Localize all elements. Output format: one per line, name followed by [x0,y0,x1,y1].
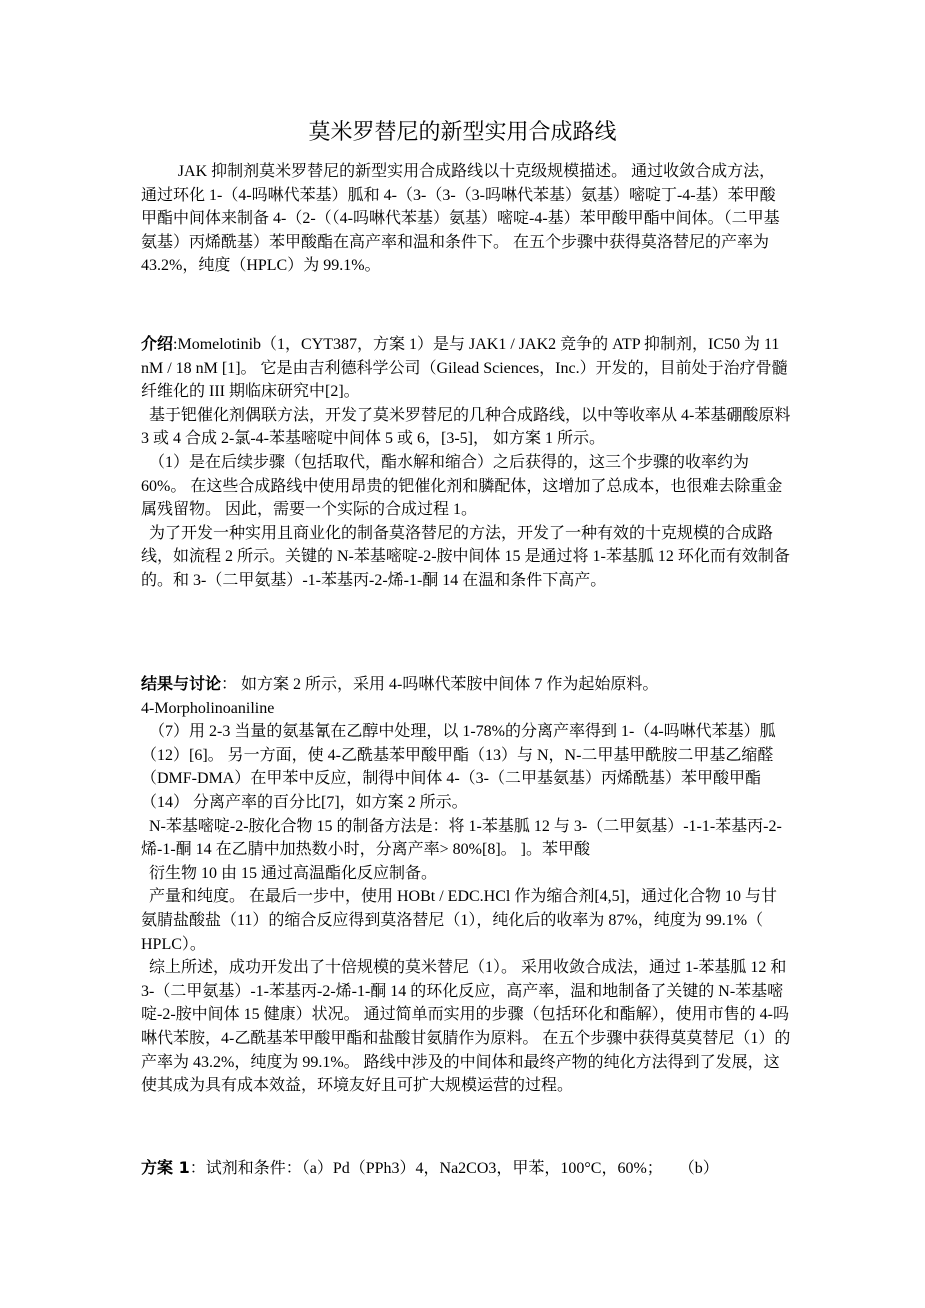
results-paragraph-4: 产量和纯度。 在最后一步中，使用 HOBt / EDC.HCl 作为缩合剂[4,5]，通过化合物 10 与甘氨腈盐酸盐（11）的缩合反应得到莫洛替尼（1），纯化后的收率为 87%，纯度为 99.1%（ HPLC）。 [141,888,778,953]
abstract-paragraph: JAK 抑制剂莫米罗替尼的新型实用合成路线以十克级规模描述。 通过收敛合成方法，通过环化 1-（4-吗啉代苯基）胍和 4-（3-（3-（3-吗啉代苯基）氨基）嘧啶丁-4-基）苯甲酸甲酯中间体来制备 4-（2-（（4-吗啉代苯基）氨基）嘧啶-4-基）苯甲酸甲酯中间体。（二甲基氨基）丙烯酰基）苯甲酸酯在高产率和温和条件下。 在五个步骤中获得莫洛替尼的产率为 43.2%，纯度（HPLC）为 99.1%。 [141,163,780,275]
results-paragraph-3b: 衍生物 10 由 15 通过高温酯化反应制备。 [149,864,438,882]
scheme-caption [141,1156,791,1181]
intro-paragraph-1 [141,332,791,404]
intro-paragraph-4: 为了开发一种实用且商业化的制备莫洛替尼的方法，开发了一种有效的十克规模的合成路线，如流程 2 所示。关键的 N-苯基嘧啶-2-胺中间体 15 是通过将 1-苯基胍 12 环化而有效制备的。和 3-（二甲氨基）-1-苯基丙-2-烯-1-酮 14 在温和条件下高产。 [141,524,790,589]
introduction-section [141,332,791,593]
results-text-1: ： 如方案 2 所示，采用 4-吗啉代苯胺中间体 7 作为起始原料。 [221,676,659,693]
abstract-section [141,160,791,278]
intro-label: 介绍 [141,334,174,353]
results-paragraph-3: N-苯基嘧啶-2-胺化合物 15 的制备方法是：将 1-苯基胍 12 与 3-（二甲氨基）-1-1-苯基丙-2-烯-1-酮 14 在乙腈中加热数小时，分离产率> 80%[8]。 ]。苯甲酸 [141,817,782,859]
results-compound-name: 4-Morpholinoaniline [141,699,275,717]
results-label: 结果与讨论 [141,674,222,693]
scheme-text: ：试剂和条件：（a）Pd（PPh3）4，Na2CO3，甲苯，100°C，60%； （b） [189,1160,719,1177]
results-section [141,672,791,1098]
scheme-caption-text [141,1156,791,1181]
intro-text-1: :Momelotinib（1，CYT387，方案 1）是与 JAK1 / JAK2 竞争的 ATP 抑制剂，IC50 为 11 nM / 18 nM [1]。 它是由吉利德科学公司（Gilead Sciences，Inc.）开发的，目前处于治疗骨髓纤维化的 III 期临床研究中[2]。 [141,336,788,401]
document-title: 莫米罗替尼的新型实用合成路线 [308,120,617,145]
intro-paragraph-2: 基于钯催化剂偶联方法，开发了莫米罗替尼的几种合成路线，以中等收率从 4-苯基硼酸原料 3 或 4 合成 2-氯-4-苯基嘧啶中间体 5 或 6，[3-5]， 如方案 1 所示。 [141,406,791,448]
intro-paragraph-3: （1）是在后续步骤（包括取代，酯水解和缩合）之后获得的，这三个步骤的收率约为 60%。 在这些合成路线中使用昂贵的钯催化剂和膦配体，这增加了总成本，也很难去除重金属残留物。 因此，需要一个实际的合成过程 1。 [141,453,783,519]
results-paragraph-1 [141,672,791,697]
results-paragraph-5: 综上所述，成功开发出了十倍规模的莫米替尼（1）。 采用收敛合成法，通过 1-苯基胍 12 和 3-（二甲氨基）-1-苯基丙-2-烯-1-酮 14 的环化反应，高产率，温和地制备了关键的 N-苯基嘧啶-2-胺中间体 15 健康）状况。 通过简单而实用的步骤（包括环化和酯解），使用市售的 4-吗啉代苯胺，4-乙酰基苯甲酸甲酯和盐酸甘氨腈作为原料。 在五个步骤中获得莫莫替尼（1）的产率为 43.2%，纯度为 99.1%。 路线中涉及的中间体和最终产物的纯化方法得到了发展，这使其成为具有成本效益，环境友好且可扩大规模运营的过程。 [141,959,791,1095]
scheme-label: 方案 1 [141,1158,190,1177]
results-paragraph-2: （7）用 2-3 当量的氨基氰在乙醇中处理，以 1-78%的分离产率得到 1-（4-吗啉代苯基）胍（12）[6]。 另一方面，使 4-乙酰基苯甲酸甲酯（13）与 N，N-二甲基甲酰胺二甲基乙缩醛（DMF-DMA）在甲苯中反应，制得中间体 4-（3-（二甲基氨基）丙烯酰基）苯甲酸甲酯（14） 分离产率的百分比[7]，如方案 2 所示。 [141,723,776,811]
